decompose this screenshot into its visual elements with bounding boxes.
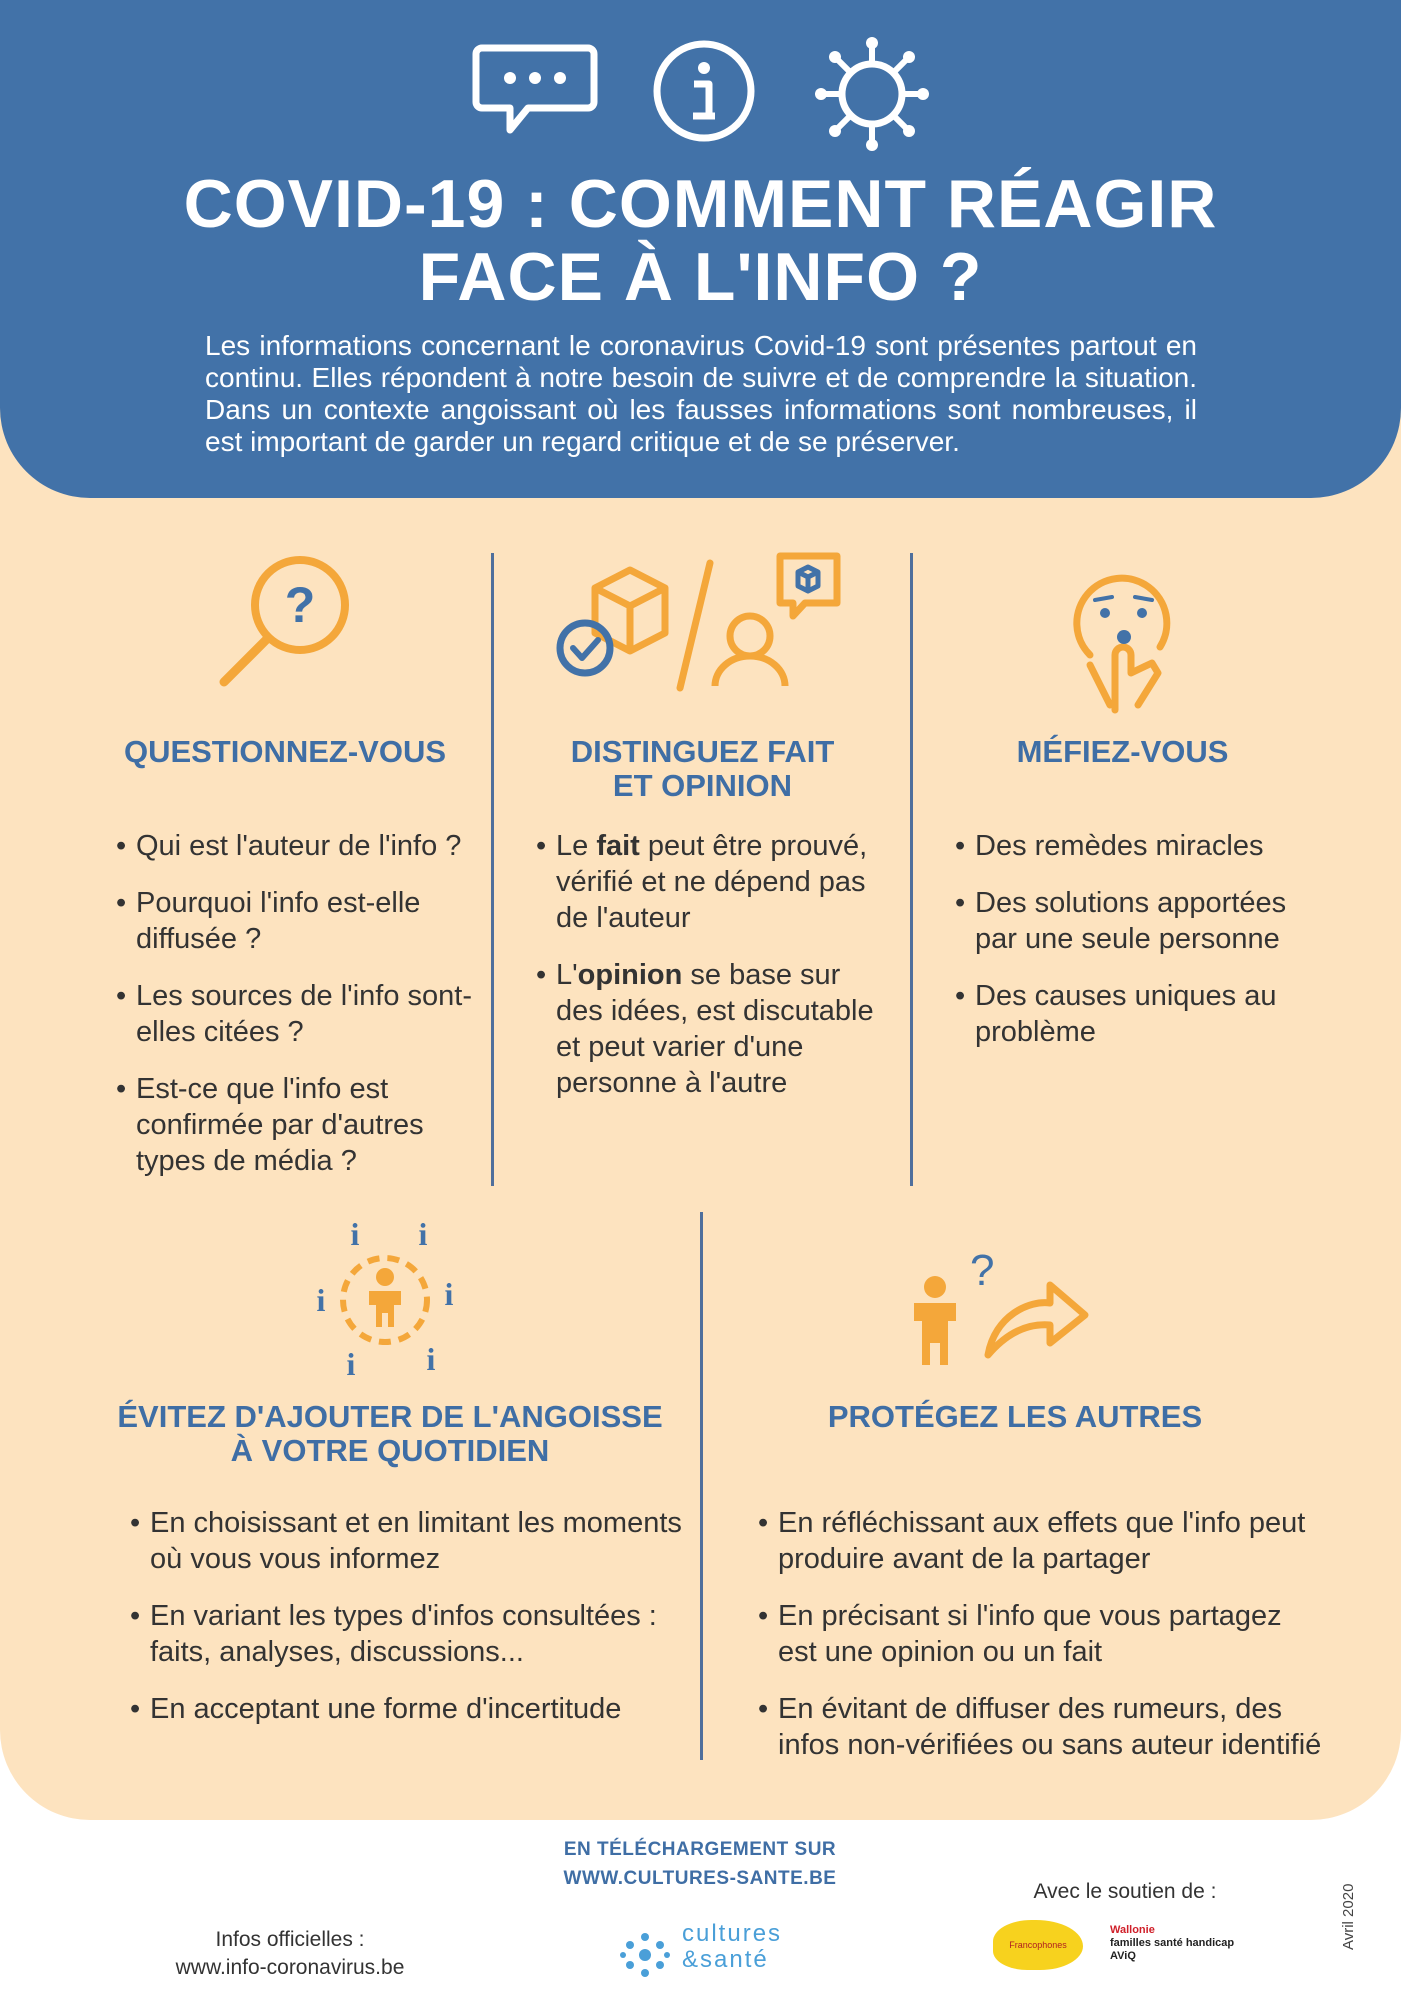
- list-item: • Le fait peut être prouvé, vérifié et ne dépend pas de l'auteur: [536, 828, 886, 936]
- section-title-mefiez: MÉFIEZ-VOUS: [1016, 734, 1229, 769]
- list-mefiez: [955, 828, 1310, 1071]
- sponsor-logo-aviq: Wallonie familles santé handicap AViQ: [1110, 1924, 1235, 1962]
- magnifier-question-icon: [210, 550, 360, 700]
- section-title-questionnez: QUESTIONNEZ-VOUS: [123, 734, 447, 769]
- list-item: • Pourquoi l'info est-elle diffusée ?: [116, 885, 476, 957]
- section-title-distinguez-2: ET OPINION: [612, 768, 793, 803]
- emphasis-opinion: opinion: [577, 959, 683, 991]
- list-item: • En réfléchissant aux effets que l'info peut produire avant de la partager: [758, 1505, 1328, 1577]
- divider: [491, 553, 494, 1186]
- divider: [700, 1212, 703, 1760]
- list-item: • Qui est l'auteur de l'info ?: [116, 828, 476, 864]
- download-link[interactable]: WWW.CULTURES-SANTE.BE: [563, 1868, 837, 1889]
- page-title-line2: FACE À L'INFO ?: [418, 239, 983, 315]
- list-item: • Des causes uniques au problème: [955, 978, 1310, 1050]
- svg-text:?: ?: [970, 1246, 995, 1295]
- svg-text:i: i: [444, 1276, 454, 1312]
- divider: [910, 553, 913, 1186]
- person-share-arrow-icon: [900, 1245, 1090, 1375]
- section-title-distinguez-1: DISTINGUEZ FAIT: [570, 734, 835, 769]
- svg-text:i: i: [316, 1282, 326, 1318]
- sponsor-logo-francophones: Francophones: [993, 1920, 1083, 1970]
- official-info-label: Infos officielles :: [215, 1928, 365, 1951]
- person-surrounded-info-icon: [305, 1215, 465, 1385]
- svg-text:i: i: [346, 1346, 356, 1382]
- official-info-link[interactable]: www.info-coronavirus.be: [175, 1956, 405, 1979]
- list-evitez: [130, 1505, 685, 1748]
- shush-face-icon: [1060, 555, 1190, 715]
- list-item: • Des solutions apportées par une seule personne: [955, 885, 1310, 957]
- svg-text:?: ?: [284, 577, 316, 633]
- emphasis-fait: fait: [596, 830, 640, 862]
- svg-text:i: i: [350, 1216, 360, 1252]
- date-label: Avril 2020: [1340, 1883, 1357, 1950]
- info-icon: [649, 36, 759, 146]
- virus-icon: [812, 34, 932, 154]
- list-item: • Est-ce que l'info est confirmée par d'autres types de média ?: [116, 1071, 476, 1179]
- fact-opinion-icon: [555, 548, 845, 698]
- list-questionnez: [116, 828, 476, 1200]
- list-item: • En évitant de diffuser des rumeurs, des infos non-vérifiées ou sans auteur identifié: [758, 1691, 1328, 1763]
- section-title-protegez: PROTÉGEZ LES AUTRES: [827, 1399, 1203, 1434]
- list-item: • En acceptant une forme d'incertitude: [130, 1691, 685, 1727]
- list-item: • En précisant si l'info que vous partagez est une opinion ou un fait: [758, 1598, 1328, 1670]
- cultures-sante-logo-icon: [615, 1925, 675, 1985]
- list-distinguez: [536, 828, 886, 1122]
- page-title-line1: COVID-19 : COMMENT RÉAGIR: [183, 166, 1218, 242]
- speech-bubble-icon: [470, 40, 600, 140]
- section-title-evitez-1: ÉVITEZ D'AJOUTER DE L'ANGOISSE: [117, 1399, 663, 1434]
- download-label: EN TÉLÉCHARGEMENT SUR: [563, 1839, 837, 1860]
- list-item: • En choisissant et en limitant les moments où vous vous informez: [130, 1505, 685, 1577]
- list-item: • L'opinion se base sur des idées, est discutable et peut varier d'une personne à l'autre: [536, 957, 886, 1101]
- cultures-sante-logo: cultures &santé: [682, 1920, 783, 1973]
- list-item: • En variant les types d'infos consultées : faits, analyses, discussions...: [130, 1598, 685, 1670]
- svg-text:i: i: [426, 1341, 436, 1377]
- list-item: • Des remèdes miracles: [955, 828, 1310, 864]
- list-protegez: [758, 1505, 1328, 1784]
- section-title-evitez-2: À VOTRE QUOTIDIEN: [230, 1433, 550, 1468]
- svg-text:i: i: [418, 1216, 428, 1252]
- list-item: • Les sources de l'info sont-elles citées ?: [116, 978, 476, 1050]
- support-label: Avec le soutien de :: [1033, 1880, 1217, 1903]
- intro-text: Les informations concernant le coronavirus Covid-19 sont présentes partout en continu. Elles répondent à notre besoin de suivre et de comprendre la situation. Dans un contexte angoissant où les fausses informations sont nombreuses, il est important de garder un regard critique et de se préserver.: [205, 330, 1197, 457]
